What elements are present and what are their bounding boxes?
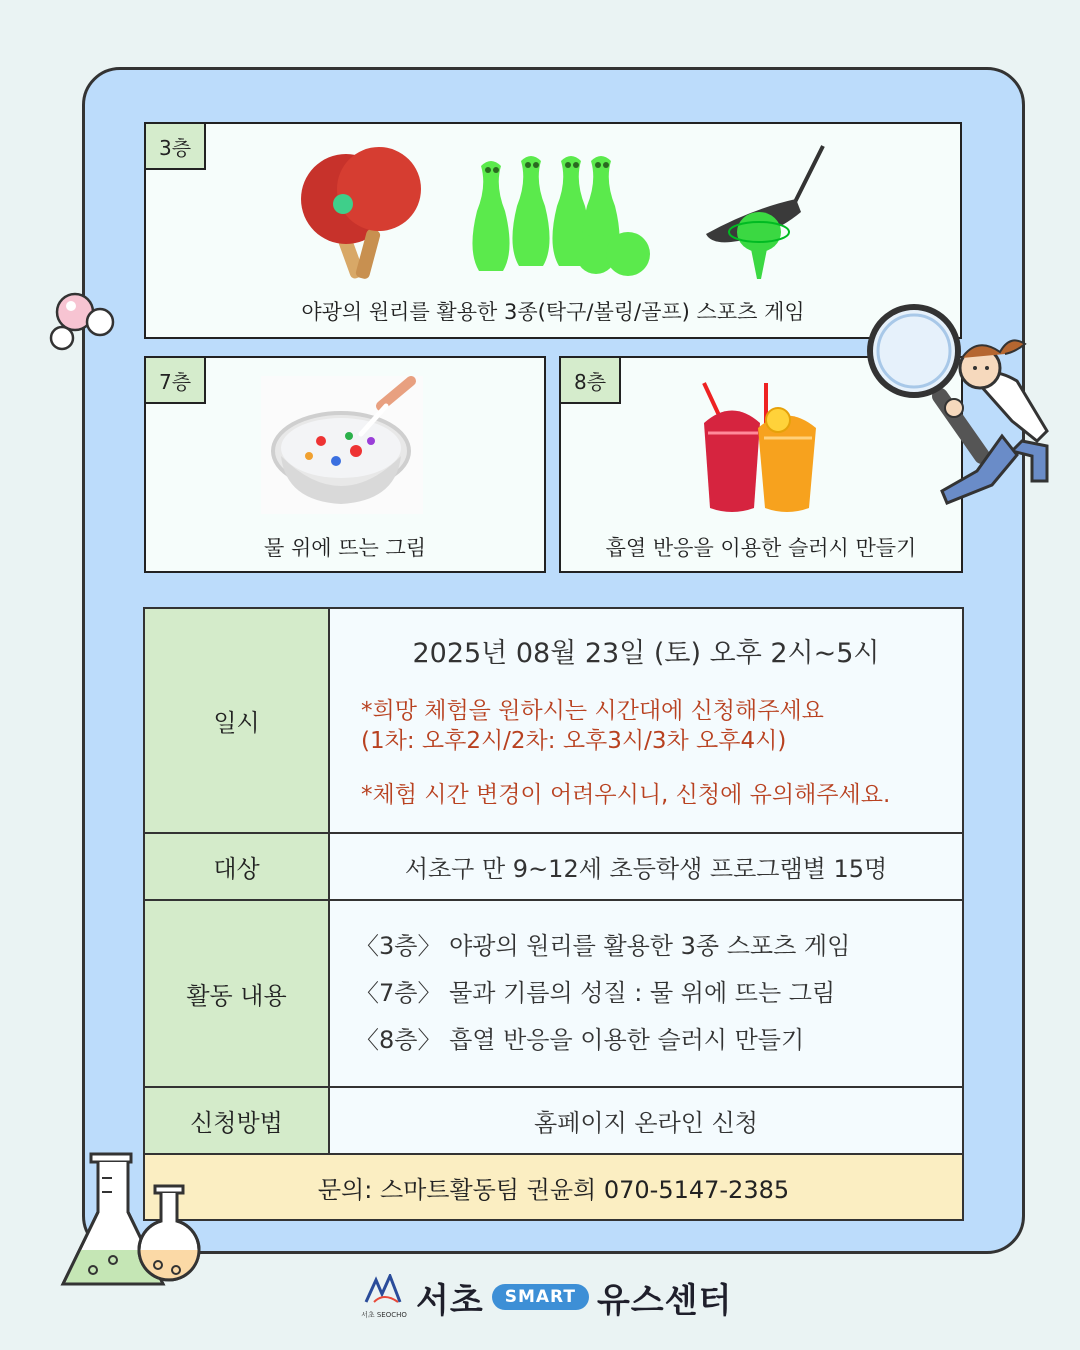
brand-left: 서초 bbox=[416, 1280, 484, 1321]
apply-label: 신청방법 bbox=[144, 1087, 329, 1154]
floor-7-card bbox=[144, 356, 546, 573]
golf-club-ball-icon bbox=[701, 144, 831, 284]
lab-flasks-icon bbox=[58, 1150, 208, 1290]
brand-right: 유스센터 bbox=[596, 1280, 733, 1321]
target-row bbox=[144, 833, 963, 900]
floor-3-caption: 야광의 원리를 활용한 3종(탁구/볼링/골프) 스포츠 게임 bbox=[301, 300, 805, 324]
apply-value: 홈페이지 온라인 신청 bbox=[329, 1087, 963, 1154]
activities-list bbox=[331, 923, 961, 1064]
seocho-logo-icon bbox=[360, 1274, 408, 1320]
info-table bbox=[143, 607, 964, 1221]
list-item: 〈8층〉 흡열 반응을 이용한 슬러시 만들기 bbox=[355, 1026, 805, 1054]
activities-row bbox=[144, 900, 963, 1087]
note-line: (1차: 오후2시/2차: 오후3시/3차 오후4시) bbox=[361, 728, 787, 754]
floor-7-caption: 물 위에 뜨는 그림 bbox=[263, 536, 427, 560]
list-item: 〈3층〉 야광의 원리를 활용한 3종 스포츠 게임 bbox=[355, 932, 851, 960]
list-item: 〈7층〉 물과 기름의 성질 : 물 위에 뜨는 그림 bbox=[355, 979, 836, 1007]
floating-drawing-bowl-icon bbox=[261, 376, 423, 514]
slushie-cups-icon bbox=[696, 378, 826, 518]
schedule-row bbox=[144, 608, 963, 833]
footer-brand bbox=[360, 1272, 732, 1322]
contact-info: 문의: 스마트활동팀 권윤희 070-5147-2385 bbox=[144, 1154, 963, 1220]
floor-8-caption: 흡열 반응을 이용한 슬러시 만들기 bbox=[605, 536, 917, 560]
contact-row bbox=[144, 1154, 963, 1220]
smart-badge: SMART bbox=[492, 1284, 589, 1310]
floor-tag: 3층 bbox=[144, 122, 206, 170]
note-line: *체험 시간 변경이 어려우시니, 신청에 유의해주세요. bbox=[361, 782, 891, 808]
schedule-label: 일시 bbox=[144, 608, 329, 833]
seocho-logo-mark bbox=[360, 1274, 408, 1306]
magnifier-girl-icon bbox=[862, 296, 1062, 516]
apply-row bbox=[144, 1087, 963, 1154]
target-value: 서초구 만 9~12세 초등학생 프로그램별 15명 bbox=[329, 833, 963, 900]
schedule-value bbox=[329, 608, 963, 833]
note-line: *희망 체험을 원하시는 시간대에 신청해주세요 bbox=[361, 698, 824, 724]
activities-value bbox=[329, 900, 963, 1087]
floor-3-card bbox=[144, 122, 962, 339]
schedule-notes bbox=[331, 696, 961, 810]
logo-caption: 서초 SEOCHO bbox=[361, 1311, 407, 1319]
floor-tag: 8층 bbox=[559, 356, 621, 404]
schedule-date: 2025년 08월 23일 (토) 오후 2시~5시 bbox=[412, 638, 880, 669]
activities-label: 활동 내용 bbox=[144, 900, 329, 1087]
glow-bowling-pins-icon bbox=[466, 156, 656, 281]
target-label: 대상 bbox=[144, 833, 329, 900]
bubbles-icon bbox=[45, 290, 120, 355]
ping-pong-paddles-icon bbox=[291, 144, 421, 284]
floor-tag: 7층 bbox=[144, 356, 206, 404]
